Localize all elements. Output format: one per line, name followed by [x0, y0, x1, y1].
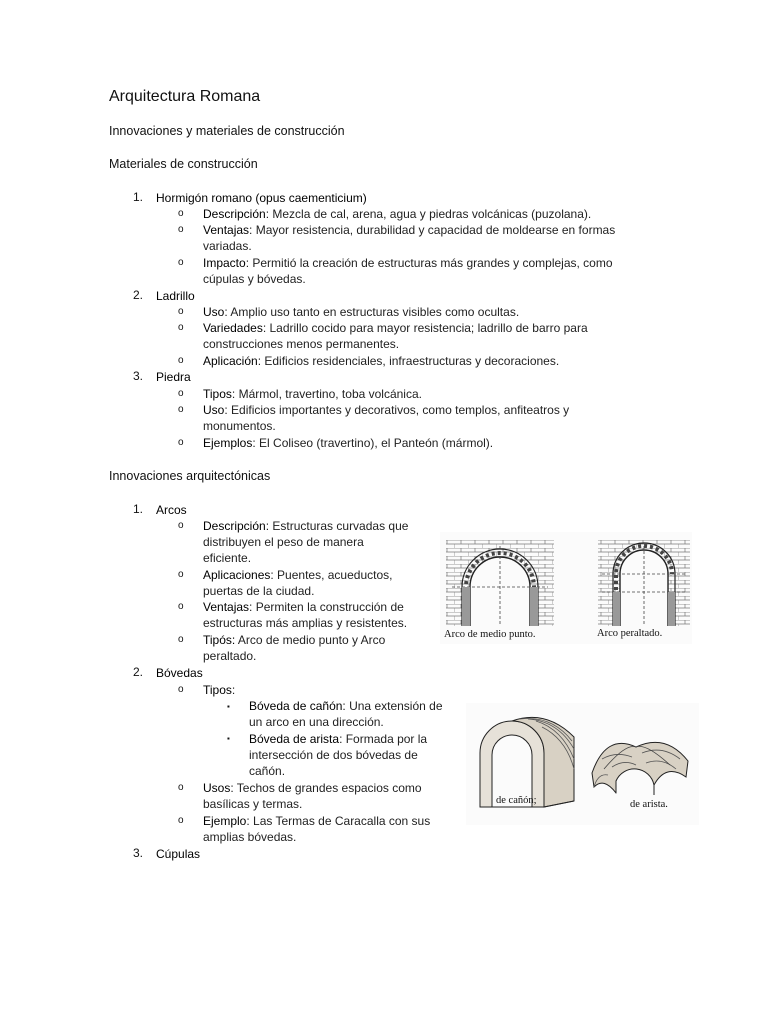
sub-item-text: : Las Termas de Caracalla con sus — [246, 814, 431, 828]
sub-item — [203, 632, 385, 648]
arch-raised-drawing — [598, 540, 690, 626]
sub-item-label: Ejemplos — [203, 436, 253, 450]
bullet: o — [178, 257, 184, 268]
sub-item-continuation: amplias bóvedas. — [203, 830, 297, 844]
sub-item — [203, 813, 430, 829]
sub-item-label: Tipos — [203, 387, 232, 401]
bullet: o — [178, 569, 184, 580]
bullet: o — [178, 306, 184, 317]
sub-item — [203, 567, 392, 583]
sub-item-label: Descripción — [203, 207, 266, 221]
sub-item-label: Variedades — [203, 321, 263, 335]
square-bullet: ▪ — [227, 702, 230, 711]
caption-boveda-arista: de arista. — [630, 799, 668, 810]
sub-item-continuation: variadas. — [203, 239, 252, 253]
sub-item — [203, 353, 559, 369]
sub-item-continuation: distribuyen el peso de manera — [203, 535, 364, 549]
caption-boveda-canon: de cañón; — [496, 795, 537, 806]
sub-item-text: : Puentes, acueductos, — [270, 568, 393, 582]
bullet: o — [178, 388, 184, 399]
sub-item-text: : Ladrillo cocido para mayor resistencia; ladrillo de barro para — [262, 321, 588, 335]
sub-item-text: : Edificios importantes y decorativos, como templos, anfiteatros y — [224, 403, 570, 417]
sub-item-text: : Mezcla de cal, arena, agua y piedras volcánicas (puzolana). — [265, 207, 592, 221]
sub-item — [203, 304, 519, 320]
sub-item-label: Aplicación — [203, 354, 258, 368]
bullet: o — [178, 684, 184, 695]
list-number: 1. — [133, 502, 144, 516]
list-item-title: Bóvedas — [156, 666, 203, 680]
arch-types-figure — [440, 532, 692, 644]
bullet: o — [178, 208, 184, 219]
bullet: o — [178, 601, 184, 612]
bullet: o — [178, 224, 184, 235]
subtitle: Innovaciones y materiales de construcción — [109, 124, 345, 138]
section-heading-innovaciones: Innovaciones arquitectónicas — [109, 469, 271, 483]
sub-item-label: Bóveda de arista — [249, 732, 340, 746]
bullet: o — [178, 355, 184, 366]
sub-item-label: Impacto — [203, 256, 246, 270]
sub-item-text: : Mármol, travertino, toba volcánica. — [231, 387, 422, 401]
bullet: o — [178, 815, 184, 826]
section-heading-materiales: Materiales de construcción — [109, 157, 258, 171]
sub-item-label: Uso — [203, 403, 225, 417]
sub-item-text: : Permitió la creación de estructuras más grandes y complejas, como — [245, 256, 613, 270]
list-number: 2. — [133, 665, 144, 679]
sub-item-text: Arco de medio punto y Arco — [235, 633, 386, 647]
sub-item-continuation: basílicas y termas. — [203, 797, 303, 811]
barrel-vault-drawing — [480, 717, 574, 807]
sub-item-label: Uso — [203, 305, 225, 319]
sub-item — [203, 682, 235, 698]
bullet: o — [178, 404, 184, 415]
sub-item — [203, 402, 569, 418]
list-number: 2. — [133, 288, 144, 302]
sub-sub-item — [249, 731, 427, 747]
sub-item-text: : Edificios residenciales, infraestructuras y decoraciones. — [257, 354, 560, 368]
sub-item-continuation: cúpulas y bóvedas. — [203, 272, 306, 286]
sub-item-continuation: peraltado. — [203, 649, 257, 663]
sub-item-text: : Mayor resistencia, durabilidad y capacidad de moldearse en formas — [249, 223, 616, 237]
sub-item-label: Ventajas — [203, 223, 250, 237]
list-item-title: Ladrillo — [156, 289, 195, 303]
sub-item-label: Tipos — [203, 683, 232, 697]
sub-item-text: : Una extensión de — [342, 699, 443, 713]
groin-vault-drawing — [592, 742, 688, 795]
list-item-title: Piedra — [156, 370, 191, 384]
sub-item-continuation: construcciones menos permanentes. — [203, 337, 400, 351]
sub-item-continuation: cañón. — [249, 764, 286, 778]
sub-item — [203, 780, 422, 796]
bullet: o — [178, 782, 184, 793]
sub-item-label: Usos — [203, 781, 231, 795]
caption-arco-peraltado: Arco peraltado. — [597, 628, 663, 639]
caption-arco-medio-punto: Arco de medio punto. — [444, 629, 536, 640]
bullet: o — [178, 437, 184, 448]
sub-item — [203, 518, 408, 534]
sub-item-text: : — [231, 683, 236, 697]
sub-item-text: : Techos de grandes espacios como — [230, 781, 422, 795]
sub-item-continuation: puertas de la ciudad. — [203, 584, 315, 598]
sub-item-text: : El Coliseo (travertino), el Panteón (mármol). — [252, 436, 494, 450]
sub-item-label: Tipós: — [203, 633, 236, 647]
sub-item-label: Descripción — [203, 519, 266, 533]
sub-item — [203, 435, 493, 451]
bullet: o — [178, 520, 184, 531]
sub-item-label: Bóveda de cañón — [249, 699, 343, 713]
list-item-title: Arcos — [156, 503, 187, 517]
bullet: o — [178, 634, 184, 645]
sub-item — [203, 222, 615, 238]
sub-item-continuation: intersección de dos bóvedas de — [249, 748, 418, 762]
sub-item — [203, 320, 588, 336]
list-item-title: Hormigón romano (opus caementicium) — [156, 191, 367, 205]
list-number: 3. — [133, 369, 144, 383]
sub-item — [203, 255, 613, 271]
sub-item — [203, 206, 591, 222]
vault-types-figure — [466, 703, 699, 825]
sub-item-continuation: estructuras más amplias y resistentes. — [203, 616, 408, 630]
square-bullet: ▪ — [227, 734, 230, 743]
sub-item-text: : Formada por la — [339, 732, 428, 746]
list-number: 1. — [133, 190, 144, 204]
sub-item-label: Ventajas — [203, 600, 250, 614]
page-title: Arquitectura Romana — [109, 88, 261, 105]
sub-item-continuation: un arco en una dirección. — [249, 715, 384, 729]
bullet: o — [178, 322, 184, 333]
sub-item-text: : Estructuras curvadas que — [265, 519, 409, 533]
sub-item-text: : Amplio uso tanto en estructuras visibles como ocultas. — [224, 305, 520, 319]
sub-item-label: Ejemplo — [203, 814, 247, 828]
sub-sub-item — [249, 698, 443, 714]
sub-item-continuation: eficiente. — [203, 551, 252, 565]
sub-item-label: Aplicaciones — [203, 568, 271, 582]
list-item-title: Cúpulas — [156, 847, 201, 861]
sub-item — [203, 386, 422, 402]
sub-item-text: : Permiten la construcción de — [249, 600, 404, 614]
sub-item — [203, 599, 404, 615]
list-number: 3. — [133, 846, 144, 860]
sub-item-continuation: monumentos. — [203, 419, 276, 433]
arch-semicircular-drawing — [446, 540, 554, 626]
